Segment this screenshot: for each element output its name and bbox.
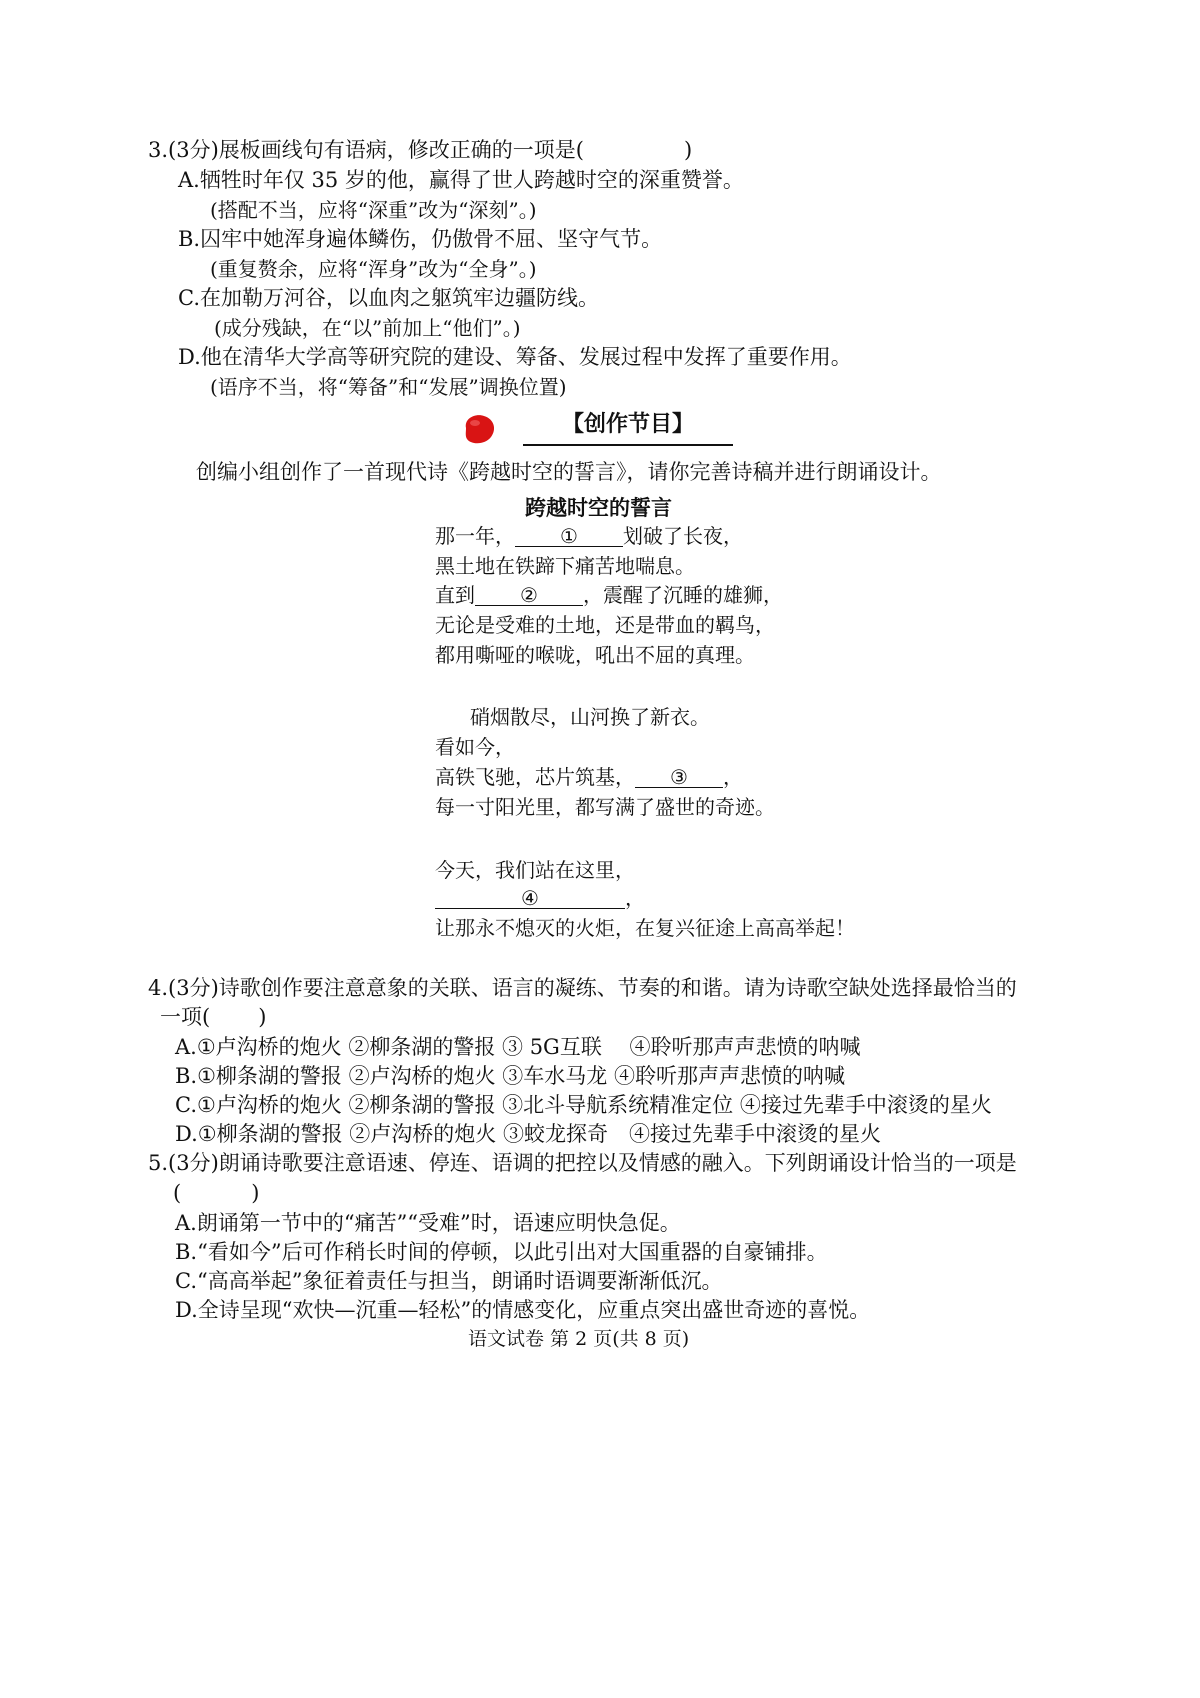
poem-blank-1: ① bbox=[515, 526, 623, 547]
poem-stanza1-line3 bbox=[435, 585, 783, 606]
poem-stanza2-line1: 硝烟散尽，山河换了新衣。 bbox=[470, 705, 710, 729]
q5-option-c: C.“高高举起”象征着责任与担当，朗诵时语调要渐渐低沉。 bbox=[175, 1269, 723, 1293]
poem-text: 划破了长夜， bbox=[623, 524, 743, 548]
q3-stem bbox=[148, 140, 692, 161]
q5-stem-text: ( bbox=[173, 1181, 182, 1205]
section-title: 【创作节目】 bbox=[523, 410, 733, 446]
q5-option-d: D.全诗呈现“欢快—沉重—轻松”的情感变化，应重点突出盛世奇迹的喜悦。 bbox=[175, 1298, 871, 1322]
q4-stem-line2 bbox=[160, 1007, 266, 1028]
q5-stem-close: ) bbox=[251, 1181, 260, 1205]
poem-stanza1-line2: 黑土地在铁蹄下痛苦地喘息。 bbox=[435, 554, 695, 578]
q3-option-d-note: (语序不当，将“筹备”和“发展”调换位置) bbox=[210, 375, 567, 399]
poem-text: ， bbox=[625, 886, 645, 910]
poem-blank-2: ② bbox=[475, 585, 583, 606]
poem-text: ，震醒了沉睡的雄狮， bbox=[583, 583, 783, 607]
poem-text: ， bbox=[723, 765, 743, 789]
poem-stanza3-line2 bbox=[435, 888, 645, 909]
q3-stem-text: 3.(3分)展板画线句有语病，修改正确的一项是( bbox=[148, 138, 584, 162]
poem-stanza2-line2: 看如今， bbox=[435, 735, 515, 759]
q4-option-d: D.①柳条湖的警报 ②卢沟桥的炮火 ③蛟龙探奇 ④接过先辈手中滚烫的星火 bbox=[175, 1122, 881, 1146]
q4-stem-close: ) bbox=[258, 1005, 267, 1029]
poem-blank-3: ③ bbox=[635, 767, 723, 788]
q5-stem-line2 bbox=[173, 1183, 259, 1204]
poem-stanza2-line4: 每一寸阳光里，都写满了盛世的奇迹。 bbox=[435, 795, 775, 819]
q5-stem-line1: 5.(3分)朗诵诗歌要注意语速、停连、语调的把控以及情感的融入。下列朗诵设计恰当的一项是 bbox=[148, 1151, 1017, 1175]
poem-stanza3-line1: 今天，我们站在这里， bbox=[435, 858, 635, 882]
q5-option-a: A.朗诵第一节中的“痛苦”“受难”时，语速应明快急促。 bbox=[175, 1211, 681, 1235]
section-intro: 创编小组创作了一首现代诗《跨越时空的誓言》，请你完善诗稿并进行朗诵设计。 bbox=[196, 460, 942, 484]
poem-stanza2-line3 bbox=[435, 767, 743, 788]
poem-text: 直到 bbox=[435, 583, 475, 607]
q3-option-c-note: (成分残缺，在“以”前加上“他们”。) bbox=[214, 316, 521, 340]
poem-blank-4: ④ bbox=[435, 888, 625, 909]
poem-stanza3-line3: 让那永不熄灭的火炬，在复兴征途上高高举起！ bbox=[435, 916, 855, 940]
poem-text: 高铁飞驰，芯片筑基， bbox=[435, 765, 635, 789]
q3-option-d: D.他在清华大学高等研究院的建设、筹备、发展过程中发挥了重要作用。 bbox=[178, 345, 852, 369]
q3-option-c: C.在加勒万河谷，以血肉之躯筑牢边疆防线。 bbox=[178, 286, 599, 310]
q3-option-b: B.囚牢中她浑身遍体鳞伤，仍傲骨不屈、坚守气节。 bbox=[178, 227, 663, 251]
q3-stem-close: ) bbox=[683, 138, 693, 162]
poem-title: 跨越时空的誓言 bbox=[525, 496, 672, 520]
q4-stem-text: 一项( bbox=[160, 1005, 211, 1029]
q3-option-a: A.牺牲时年仅 35 岁的他，赢得了世人跨越时空的深重赞誉。 bbox=[178, 168, 744, 192]
q4-option-c: C.①卢沟桥的炮火 ②柳条湖的警报 ③北斗导航系统精准定位 ④接过先辈手中滚烫的星火 bbox=[175, 1093, 992, 1117]
poem-stanza1-line5: 都用嘶哑的喉咙，吼出不屈的真理。 bbox=[435, 643, 755, 667]
q3-option-b-note: (重复赘余，应将“浑身”改为“全身”。) bbox=[210, 257, 537, 281]
q4-option-a: A.①卢沟桥的炮火 ②柳条湖的警报 ③ 5G互联 ④聆听那声声悲愤的呐喊 bbox=[175, 1035, 861, 1059]
q4-option-b: B.①柳条湖的警报 ②卢沟桥的炮火 ③车水马龙 ④聆听那声声悲愤的呐喊 bbox=[175, 1064, 845, 1088]
poem-stanza1-line4: 无论是受难的土地，还是带血的羁鸟， bbox=[435, 613, 775, 637]
q3-option-a-note: (搭配不当，应将“深重”改为“深刻”。) bbox=[210, 198, 537, 222]
poem-text: 那一年， bbox=[435, 524, 515, 548]
poem-stanza1-line1 bbox=[435, 526, 743, 547]
q4-stem-line1: 4.(3分)诗歌创作要注意意象的关联、语言的凝练、节奏的和谐。请为诗歌空缺处选择最恰当的 bbox=[148, 976, 1017, 1000]
q5-option-b: B.“看如今”后可作稍长时间的停顿，以此引出对大国重器的自豪铺排。 bbox=[175, 1240, 828, 1264]
page-footer: 语文试卷 第 2 页(共 8 页) bbox=[468, 1328, 690, 1350]
red-blob-bullet-icon bbox=[460, 412, 498, 446]
